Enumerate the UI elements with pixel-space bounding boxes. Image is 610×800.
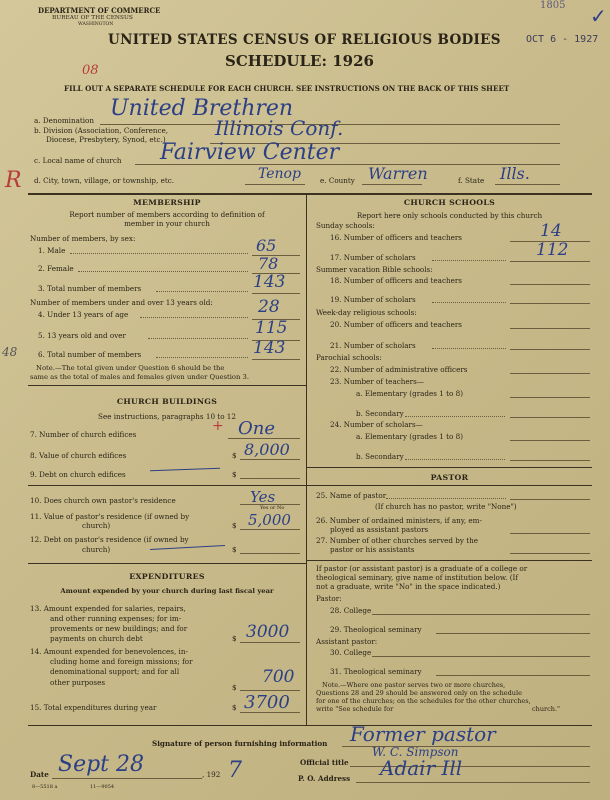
q21-dots <box>432 348 506 349</box>
q14-label-3: denominational support; and for all <box>50 667 180 676</box>
q24b-label: b. Secondary <box>356 452 404 461</box>
q12-label: 12. Debt on pastor's residence (if owned by <box>30 535 189 544</box>
q12-dollar: $ <box>232 545 237 554</box>
date-value: Sept 28 <box>58 752 145 777</box>
q14-label-4: other purposes <box>50 678 106 687</box>
q5-value: 115 <box>255 318 288 338</box>
margin-number: 48 <box>2 345 18 359</box>
q18-label: 18. Number of officers and teachers <box>330 276 462 285</box>
township-label: d. City, town, village, or township, etc. <box>34 176 175 185</box>
q16-value: 14 <box>540 221 562 241</box>
q7-line <box>228 438 300 439</box>
graduate-top-border <box>306 560 592 561</box>
form-instruction: FILL OUT A SEPARATE SCHEDULE FOR EACH CHURCH. SEE INSTRUCTIONS ON THE BACK OF THIS SHEET <box>64 84 510 93</box>
q25-dots <box>386 498 506 499</box>
q23b-label: b. Secondary <box>356 409 404 418</box>
denomination-label: a. Denomination <box>34 116 94 125</box>
q8-line <box>240 459 300 460</box>
official-title-label: Official title <box>300 758 349 767</box>
q14-line <box>240 690 300 691</box>
q13-label-4: payments on church debt <box>50 634 143 643</box>
q11-line <box>240 529 300 530</box>
address-line <box>356 782 590 783</box>
summer-schools-label: Summer vacation Bible schools: <box>316 265 433 274</box>
q24b-dots <box>405 459 505 460</box>
q6-dots <box>156 357 248 358</box>
q9-dollar: $ <box>232 470 237 479</box>
red-annotation-letter: R <box>5 168 22 193</box>
q8-dollar: $ <box>232 451 237 460</box>
q10-label: 10. Does church own pastor's residence <box>30 496 176 505</box>
pastor-note-2: Questions 28 and 29 should be answered only on the schedule <box>316 689 522 697</box>
buildings-divider <box>28 485 306 486</box>
q16-label: 16. Number of officers and teachers <box>330 233 462 242</box>
q15-label: 15. Total expenditures during year <box>30 703 157 712</box>
pastor-label: Pastor: <box>316 594 342 603</box>
membership-intro: Report number of members according to definition of <box>69 210 265 219</box>
q17-line <box>510 261 590 262</box>
state-line <box>495 184 560 185</box>
q2-value: 78 <box>258 254 279 273</box>
q30-line <box>372 656 590 657</box>
q7-value: One <box>238 418 276 439</box>
q9-line <box>240 478 300 479</box>
q13-label-2: and other running expenses; for im- <box>50 614 182 623</box>
q4-dots <box>140 317 248 318</box>
township-value: Tenop <box>258 166 301 182</box>
county-line <box>362 184 422 185</box>
members-by-sex-label: Number of members, by sex: <box>30 234 136 243</box>
q13-dollar: $ <box>232 634 237 643</box>
membership-note: Note.—The total given under Question 6 should be the <box>36 364 225 372</box>
q6-value: 143 <box>253 338 286 358</box>
buildings-instructions: See instructions, paragraphs 10 to 12 <box>98 412 236 421</box>
schools-heading: CHURCH SCHOOLS <box>403 198 496 207</box>
q19-dots <box>432 302 506 303</box>
q26-line <box>510 533 590 534</box>
q13-value: 3000 <box>246 622 290 642</box>
buildings-top-border <box>28 385 306 386</box>
sunday-schools-label: Sunday schools: <box>316 221 375 230</box>
q2-dots <box>78 271 248 272</box>
q11-label-2: church) <box>82 521 111 530</box>
weekday-schools-label: Week-day religious schools: <box>316 308 417 317</box>
parochial-schools-label: Parochial schools: <box>316 353 382 362</box>
expenditures-heading: EXPENDITURES <box>129 572 205 581</box>
schools-intro: Report here only schools conducted by this church <box>356 211 543 220</box>
q9-label: 9. Debt on church edifices <box>30 470 126 479</box>
q27-line <box>510 553 590 554</box>
form-number-2: 11—9054 <box>90 784 115 790</box>
q6-line <box>252 359 300 360</box>
table-top-border <box>28 193 592 195</box>
q8-label: 8. Value of church edifices <box>30 451 127 460</box>
expenditures-top-border <box>28 563 306 564</box>
membership-intro-2: member in your church <box>124 219 210 228</box>
pastor-heading: PASTOR <box>430 473 469 482</box>
q12-dash-mark <box>150 545 225 550</box>
township-line <box>245 184 305 185</box>
q22-line <box>510 373 590 374</box>
pastor-top-border <box>306 467 592 468</box>
q24b-line <box>510 460 590 461</box>
q15-line <box>240 712 300 713</box>
q11-label: 11. Value of pastor's residence (if owned by <box>30 512 190 521</box>
q21-label: 21. Number of scholars <box>330 341 416 350</box>
q27-label: 27. Number of other churches served by the <box>316 536 479 545</box>
stamp-number: 1805 <box>540 0 566 11</box>
table-center-divider <box>306 193 307 726</box>
date-line <box>52 778 202 779</box>
q29-label: 29. Theological seminary <box>330 625 422 634</box>
pastor-note-4: write "See schedule for <box>316 705 394 713</box>
date-label: Date <box>30 770 49 779</box>
q31-line <box>436 675 590 676</box>
q22-label: 22. Number of administrative officers <box>330 365 468 374</box>
q1-dots <box>70 253 248 254</box>
graduate-instr-1: If pastor (or assistant pastor) is a graduate of a college or <box>316 564 528 573</box>
form-subtitle: SCHEDULE: 1926 <box>225 52 374 70</box>
q23a-label: a. Elementary (grades 1 to 8) <box>356 389 463 398</box>
q20-line <box>510 328 590 329</box>
city-label: WASHINGTON <box>78 22 114 27</box>
q13-label-3: provements or new buildings; and for <box>50 624 188 633</box>
q5-dots <box>148 338 248 339</box>
form-number: 8—5518 a <box>32 784 58 790</box>
graduate-instr-2: theological seminary, give name of institution below. (If <box>316 573 519 582</box>
q14-dollar: $ <box>232 683 237 692</box>
address-value: Adair Ill <box>380 756 463 780</box>
division-label-2: Diocese, Presbytery, Synod, etc.) <box>46 135 166 144</box>
q19-line <box>510 303 590 304</box>
expenditures-intro: Amount expended by your church during last fiscal year <box>60 587 274 595</box>
pastor-note-1: Note.—Where one pastor serves two or more churches, <box>322 681 506 689</box>
q29-line <box>436 633 590 634</box>
county-label: e. County <box>320 176 355 185</box>
q23b-dots <box>405 416 505 417</box>
graduate-instr-3: not a graduate, write "No" in the space indicated.) <box>316 582 501 591</box>
state-label: f. State <box>458 176 485 185</box>
year-prefix: , 192 <box>202 770 221 779</box>
q3-value: 143 <box>253 272 286 292</box>
q27-label-2: pastor or his assistants <box>330 545 415 554</box>
county-value: Warren <box>368 164 428 183</box>
address-label: P. O. Address <box>298 774 351 783</box>
q25-hint: (If church has no pastor, write "None") <box>375 502 517 511</box>
pastor-note-4b: church." <box>532 705 561 713</box>
q26-label-2: ployed as assistant pastors <box>330 525 429 534</box>
q23a-line <box>510 397 590 398</box>
q25-line <box>510 499 590 500</box>
official-title-value: W. C. Simpson <box>372 745 459 759</box>
state-value: Ills. <box>500 164 530 183</box>
q13-line <box>240 642 300 643</box>
membership-heading: MEMBERSHIP <box>133 198 201 207</box>
q23b-line <box>510 417 590 418</box>
q17-dots <box>432 260 506 261</box>
signature-value: Former pastor <box>350 722 496 746</box>
q24a-label: a. Elementary (grades 1 to 8) <box>356 432 463 441</box>
q23-label: 23. Number of teachers— <box>330 377 424 386</box>
table-bottom-border <box>28 725 592 726</box>
check-mark-icon: ✓ <box>590 4 607 28</box>
age-intro-label: Number of members under and over 13 years old: <box>30 298 213 307</box>
pastor-heading-border <box>306 485 592 486</box>
red-plus-mark: + <box>212 418 224 434</box>
local-name-label: c. Local name of church <box>34 156 122 165</box>
q1-label: 1. Male <box>38 246 66 255</box>
q13-label: 13. Amount expended for salaries, repairs, <box>30 604 186 613</box>
form-title: UNITED STATES CENSUS OF RELIGIOUS BODIES <box>108 32 501 48</box>
division-label: b. Division (Association, Conference, <box>34 126 169 135</box>
q17-label: 17. Number of scholars <box>330 253 416 262</box>
q12-label-2: church) <box>82 545 111 554</box>
signature-label: Signature of person furnishing information <box>152 739 328 748</box>
department-label: DEPARTMENT OF COMMERCE <box>38 6 161 15</box>
red-annotation-number: 08 <box>82 63 99 78</box>
q4-label: 4. Under 13 years of age <box>38 310 129 319</box>
local-name-value: Fairview Center <box>160 140 340 165</box>
q14-label: 14. Amount expended for benevolences, in- <box>30 647 188 656</box>
q15-value: 3700 <box>244 692 290 713</box>
year-value: 7 <box>228 758 242 783</box>
q14-label-2: cluding home and foreign missions; for <box>50 657 193 666</box>
q20-label: 20. Number of officers and teachers <box>330 320 462 329</box>
q8-value: 8,000 <box>244 440 290 459</box>
q6-label: 6. Total number of members <box>38 350 142 359</box>
q18-line <box>510 284 590 285</box>
q30-label: 30. College <box>330 648 372 657</box>
q3-label: 3. Total number of members <box>38 284 142 293</box>
buildings-heading: CHURCH BUILDINGS <box>116 397 218 406</box>
q9-dash-mark <box>150 468 220 471</box>
q24-label: 24. Number of scholars— <box>330 420 423 429</box>
q28-line <box>372 614 590 615</box>
q21-line <box>510 349 590 350</box>
membership-note-2: same as the total of males and females given under Question 3. <box>30 373 249 381</box>
received-date-stamp: OCT 6 - 1927 <box>526 34 599 45</box>
q11-value: 5,000 <box>248 511 291 529</box>
local-name-line <box>135 164 560 165</box>
bureau-label: BUREAU OF THE CENSUS <box>52 15 133 21</box>
q10-yes-no-hint: Yes or No <box>260 505 285 511</box>
q24a-line <box>510 440 590 441</box>
denomination-value: United Brethren <box>110 96 294 121</box>
q11-dollar: $ <box>232 521 237 530</box>
q10-value: Yes <box>250 488 276 506</box>
q1-value: 65 <box>256 236 277 255</box>
q4-value: 28 <box>258 297 280 317</box>
q2-label: 2. Female <box>38 264 74 273</box>
q25-label: 25. Name of pastor <box>316 491 387 500</box>
q15-dollar: $ <box>232 703 237 712</box>
q19-label: 19. Number of scholars <box>330 295 416 304</box>
q12-line <box>240 553 300 554</box>
q14-value: 700 <box>262 667 295 687</box>
q3-line <box>252 293 300 294</box>
q31-label: 31. Theological seminary <box>330 667 422 676</box>
q5-label: 5. 13 years old and over <box>38 331 126 340</box>
q7-label: 7. Number of church edifices <box>30 430 137 439</box>
q3-dots <box>156 291 248 292</box>
division-value: Illinois Conf. <box>215 116 344 140</box>
assistant-pastor-label: Assistant pastor: <box>316 637 378 646</box>
q17-value: 112 <box>536 240 569 260</box>
pastor-note-3: for one of the churches; on the schedules for the other churches, <box>316 697 531 705</box>
q26-label: 26. Number of ordained ministers, if any, em- <box>316 516 482 525</box>
q28-label: 28. College <box>330 606 372 615</box>
